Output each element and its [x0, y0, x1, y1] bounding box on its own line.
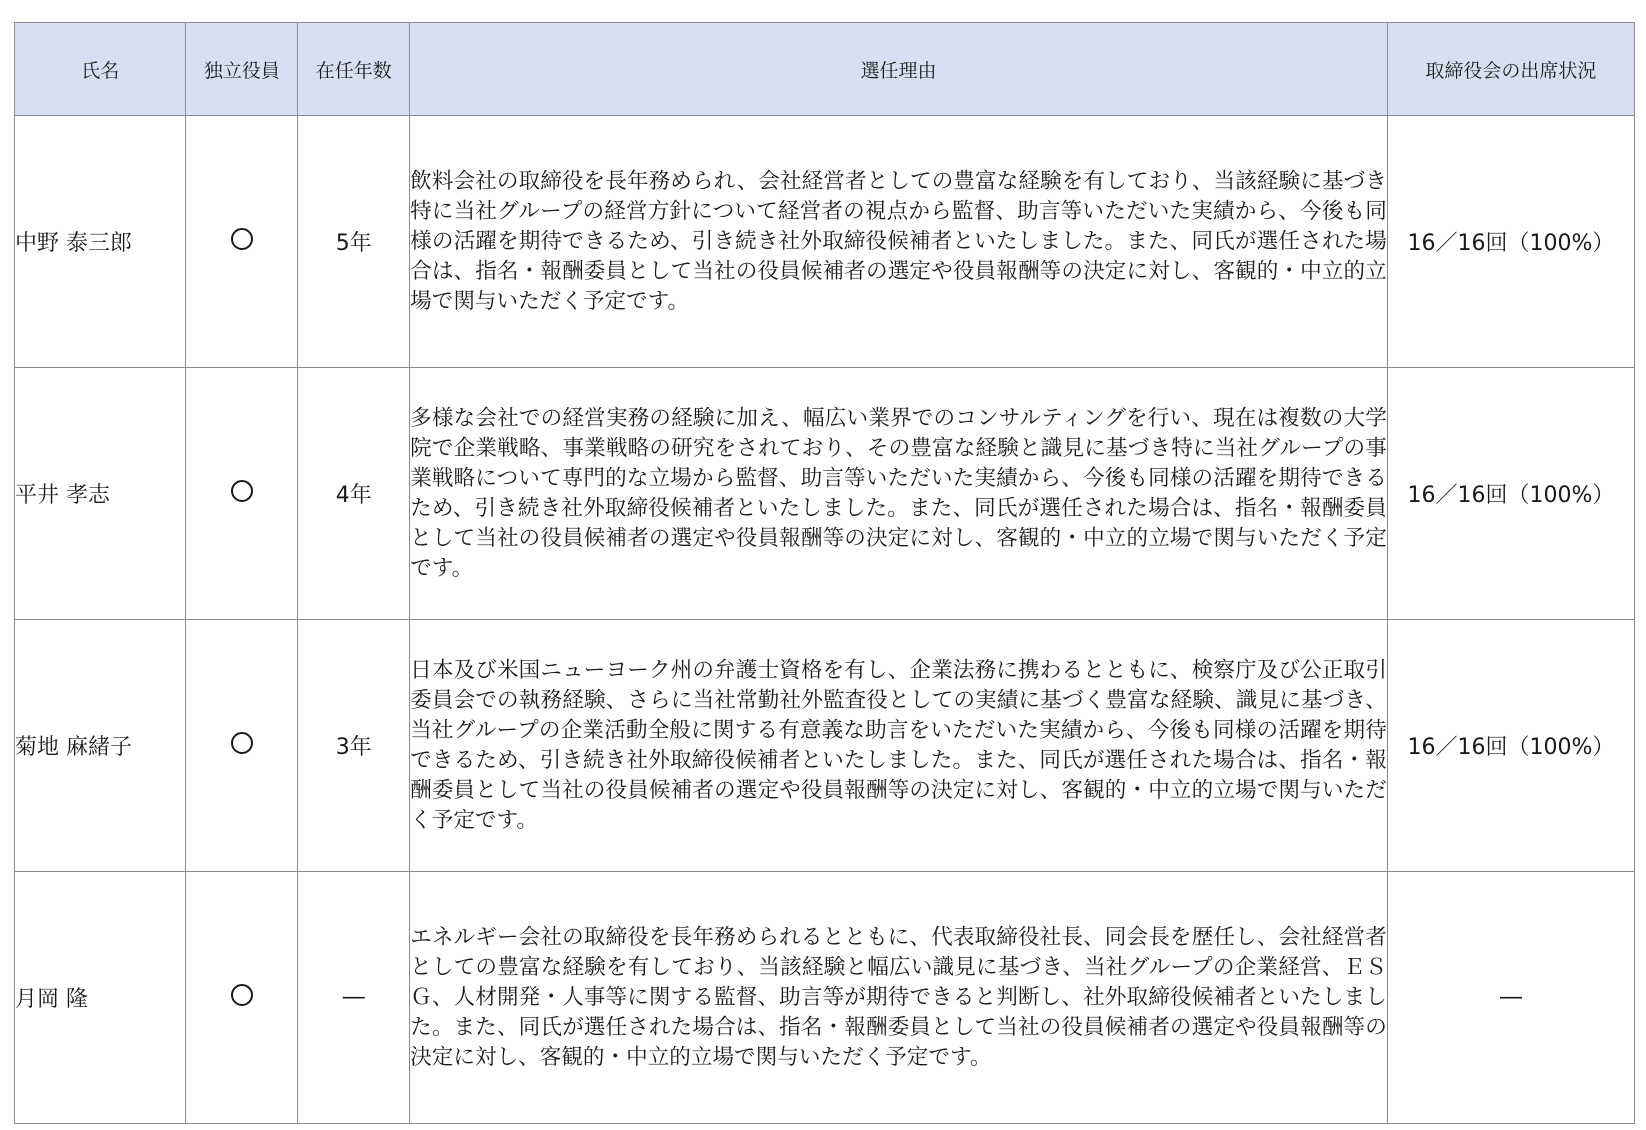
- reason-cell: [410, 116, 1388, 368]
- header-reason: 選任理由: [410, 23, 1388, 116]
- reason-text: 多様な会社での経営実務の経験に加え、幅広い業界でのコンサルティングを行い、現在は複数の大学院で企業戦略、事業戦略の研究をされており、その豊富な経験と識見に基づき特に当社グループの事業戦略について専門的な立場から監督、助言等いただいた実績から、今後も同様の活躍を期待できるため、引き続き社外取締役候補者といたしました。また、同氏が選任された場合は、指名・報酬委員として当社の役員候補者の選定や役員報酬等の決定に対し、客観的・中立的立場で関与いただく予定です。: [410, 405, 1387, 581]
- director-name: 菊地 麻緒子: [15, 620, 186, 872]
- independent-mark-icon: [231, 984, 253, 1006]
- director-name: 月岡 隆: [15, 872, 186, 1124]
- header-independent: 独立役員: [186, 23, 298, 116]
- director-name: 中野 泰三郎: [15, 116, 186, 368]
- reason-text: 飲料会社の取締役を長年務められ、会社経営者としての豊富な経験を有しており、当該経験に基づき特に当社グループの経営方針について経営者の視点から監督、助言等いただいた実績から、今後も同様の活躍を期待できるため、引き続き社外取締役候補者といたしました。また、同氏が選任された場合は、指名・報酬委員として当社の役員候補者の選定や役員報酬等の決定に対し、客観的・中立的立場で関与いただく予定です。: [410, 168, 1387, 314]
- reason-cell: [410, 620, 1388, 872]
- independent-cell: [186, 872, 298, 1124]
- directors-table: [14, 22, 1635, 1124]
- independent-cell: [186, 620, 298, 872]
- independent-cell: [186, 368, 298, 620]
- header-tenure: 在任年数: [298, 23, 410, 116]
- attendance-cell: 16／16回（100%）: [1387, 368, 1634, 620]
- table-row: [15, 116, 1635, 368]
- independent-cell: [186, 116, 298, 368]
- director-name: 平井 孝志: [15, 368, 186, 620]
- table-row: [15, 620, 1635, 872]
- tenure-cell: ―: [298, 872, 410, 1124]
- reason-cell: [410, 872, 1388, 1124]
- header-attendance: 取締役会の出席状況: [1387, 23, 1634, 116]
- reason-cell: [410, 368, 1388, 620]
- header-row: [15, 23, 1635, 116]
- attendance-cell: ―: [1387, 872, 1634, 1124]
- independent-mark-icon: [231, 480, 253, 502]
- table-row: [15, 368, 1635, 620]
- tenure-cell: 4年: [298, 368, 410, 620]
- independent-mark-icon: [231, 732, 253, 754]
- tenure-cell: 3年: [298, 620, 410, 872]
- tenure-cell: 5年: [298, 116, 410, 368]
- attendance-cell: 16／16回（100%）: [1387, 116, 1634, 368]
- reason-text: 日本及び米国ニューヨーク州の弁護士資格を有し、企業法務に携わるとともに、検察庁及び公正取引委員会での執務経験、さらに当社常勤社外監査役としての実績に基づく豊富な経験、識見に基づき、当社グループの企業活動全般に関する有意義な助言をいただいた実績から、今後も同様の活躍を期待できるため、引き続き社外取締役候補者といたしました。また、同氏が選任された場合は、指名・報酬委員として当社の役員候補者の選定や役員報酬等の決定に対し、客観的・中立的立場で関与いただく予定です。: [410, 657, 1387, 833]
- table-row: [15, 872, 1635, 1124]
- reason-text: エネルギー会社の取締役を長年務められるとともに、代表取締役社長、同会長を歴任し、会社経営者としての豊富な経験を有しており、当該経験と幅広い識見に基づき、当社グループの企業経営、ＥＳＧ、人材開発・人事等に関する監督、助言等が期待できると判断し、社外取締役候補者といたしました。また、同氏が選任された場合は、指名・報酬委員として当社の役員候補者の選定や役員報酬等の決定に対し、客観的・中立的立場で関与いただく予定です。: [410, 924, 1387, 1070]
- header-name: 氏名: [15, 23, 186, 116]
- attendance-cell: 16／16回（100%）: [1387, 620, 1634, 872]
- independent-mark-icon: [231, 228, 253, 250]
